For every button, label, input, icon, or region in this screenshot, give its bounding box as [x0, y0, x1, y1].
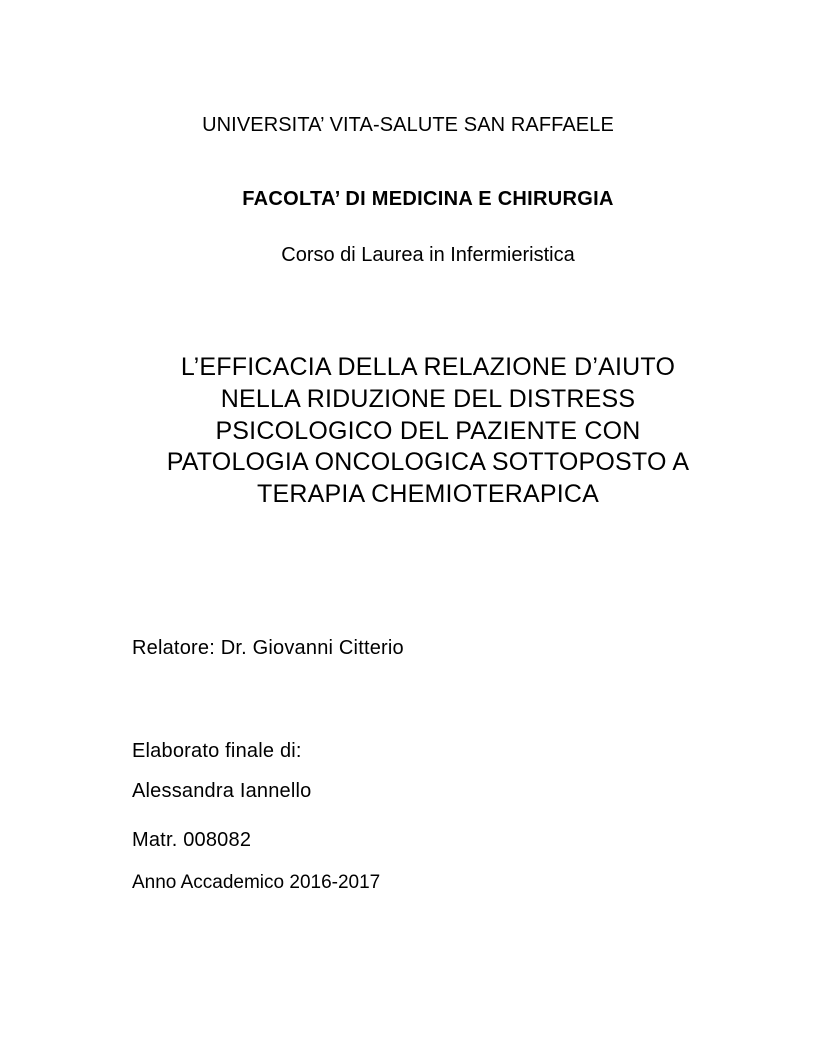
- university-name: UNIVERSITA’ VITA-SALUTE SAN RAFFAELE: [202, 114, 614, 136]
- thesis-title-line: TERAPIA CHEMIOTERAPICA: [257, 480, 599, 509]
- thesis-title: [100, 352, 756, 511]
- thesis-title-line: L’EFFICACIA DELLA RELAZIONE D’AIUTO: [180, 353, 676, 381]
- thesis-title-line: PSICOLOGICO DEL PAZIENTE CON: [215, 416, 641, 445]
- final-work-label: Elaborato finale di:: [132, 740, 302, 762]
- academic-year: Anno Accademico 2016-2017: [132, 872, 381, 893]
- author-name: Alessandra Iannello: [132, 780, 312, 802]
- degree-course: Corso di Laurea in Infermieristica: [281, 244, 575, 266]
- student-id: Matr. 008082: [132, 829, 252, 851]
- thesis-title-line: NELLA RIDUZIONE DEL DISTRESS: [220, 384, 636, 413]
- faculty-name: FACOLTA’ DI MEDICINA E CHIRURGIA: [242, 188, 614, 210]
- supervisor: Relatore: Dr. Giovanni Citterio: [132, 637, 404, 659]
- thesis-title-line: PATOLOGIA ONCOLOGICA SOTTOPOSTO A: [166, 448, 690, 477]
